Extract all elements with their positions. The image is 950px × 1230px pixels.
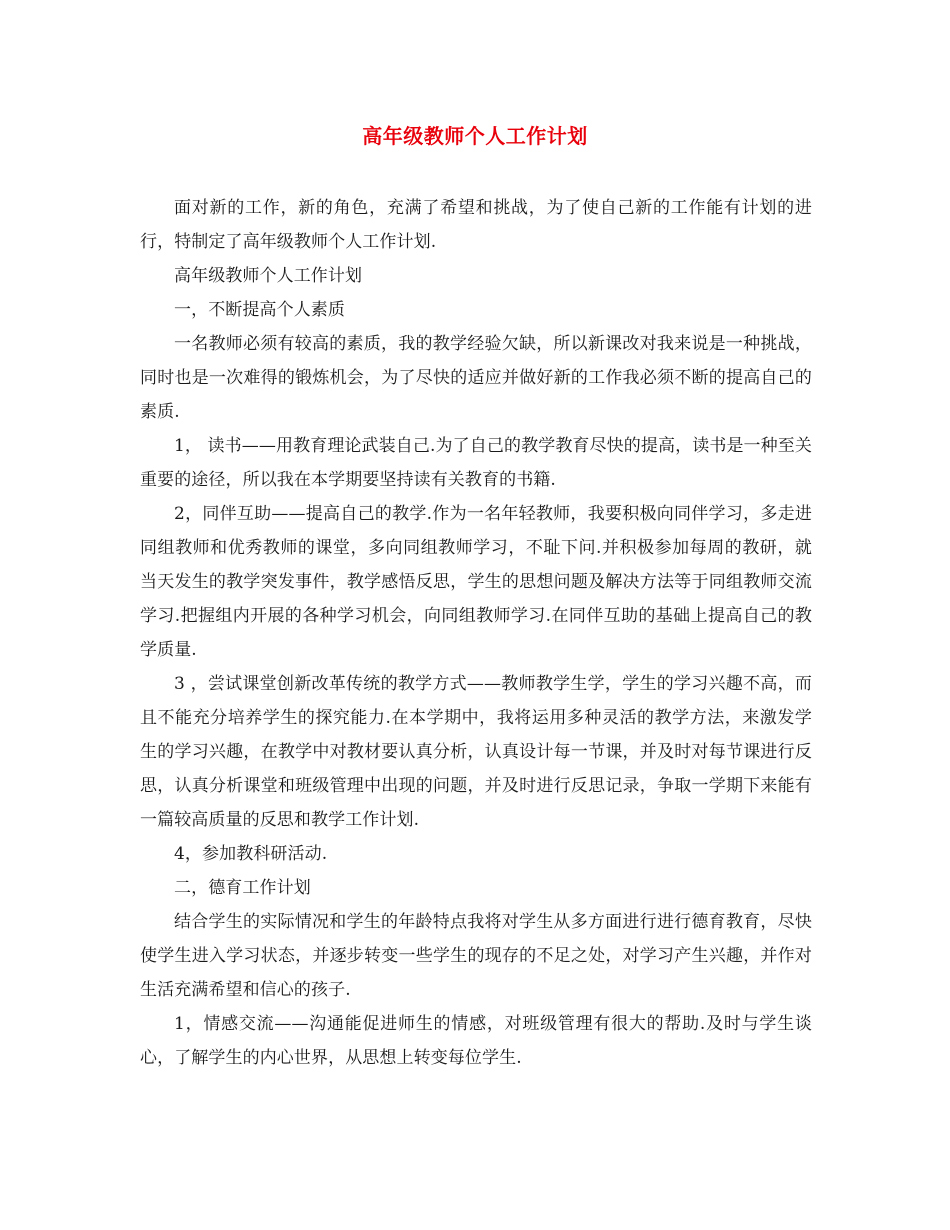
paragraph-plan-heading: 高年级教师个人工作计划 — [174, 266, 363, 286]
document-title: 高年级教师个人工作计划 — [362, 124, 588, 148]
paragraph-item-research: 4，参加教科研活动. — [174, 844, 328, 864]
paragraph-item-peer-help: 2，同伴互助——提高自己的教学.作为一名年轻教师，我要积极向同伴学习，多走进同组教师和优秀教师的课堂，多向同组教师学习，不耻下问.并积极参加每周的教研，就当天发生的教学突发事件，教学感悟反思，学生的思想问题及解决方法等于同组教师交流学习.把握组内开展的各种学习机会，向同组教师学习.在同伴互助的基础上提高自己的教学质量. — [140, 504, 812, 660]
paragraph-quality: 一名教师必须有较高的素质，我的教学经验欠缺，所以新课改对我来说是一种挑战，同时也是一次难得的锻炼机会，为了尽快的适应并做好新的工作我必须不断的提高自己的素质. — [140, 334, 812, 422]
paragraph-item-innovation: 3 ，尝试课堂创新改革传统的教学方式——教师教学生学，学生的学习兴趣不高，而且不能充分培养学生的探究能力.在本学期中，我将运用多种灵活的教学方法，来激发学生的学习兴趣，在教学中对教材要认真分析，认真设计每一节课，并及时对每节课进行反思，认真分析课堂和班级管理中出现的问题，并及时进行反思记录，争取一学期下来能有一篇较高质量的反思和教学工作计划. — [140, 674, 812, 830]
section-heading-1: 一，不断提高个人素质 — [174, 300, 345, 320]
document-body — [140, 191, 812, 1075]
paragraph-item-communication: 1，情感交流——沟通能促进师生的情感，对班级管理有很大的帮助.及时与学生谈心，了解学生的内心世界，从思想上转变每位学生. — [140, 1014, 812, 1068]
paragraph-intro: 面对新的工作，新的角色，充满了希望和挑战，为了使自己新的工作能有计划的进行，特制定了高年级教师个人工作计划. — [140, 198, 812, 252]
paragraph-moral-education: 结合学生的实际情况和学生的年龄特点我将对学生从多方面进行进行德育教育，尽快使学生进入学习状态，并逐步转变一些学生的现存的不足之处，对学习产生兴趣，并作对生活充满希望和信心的孩子. — [140, 912, 812, 1000]
section-heading-2: 二，德育工作计划 — [174, 878, 311, 898]
paragraph-item-reading: 1， 读书——用教育理论武装自己.为了自己的教学教育尽快的提高，读书是一种至关重要的途径，所以我在本学期要坚持读有关教育的书籍. — [140, 436, 812, 490]
